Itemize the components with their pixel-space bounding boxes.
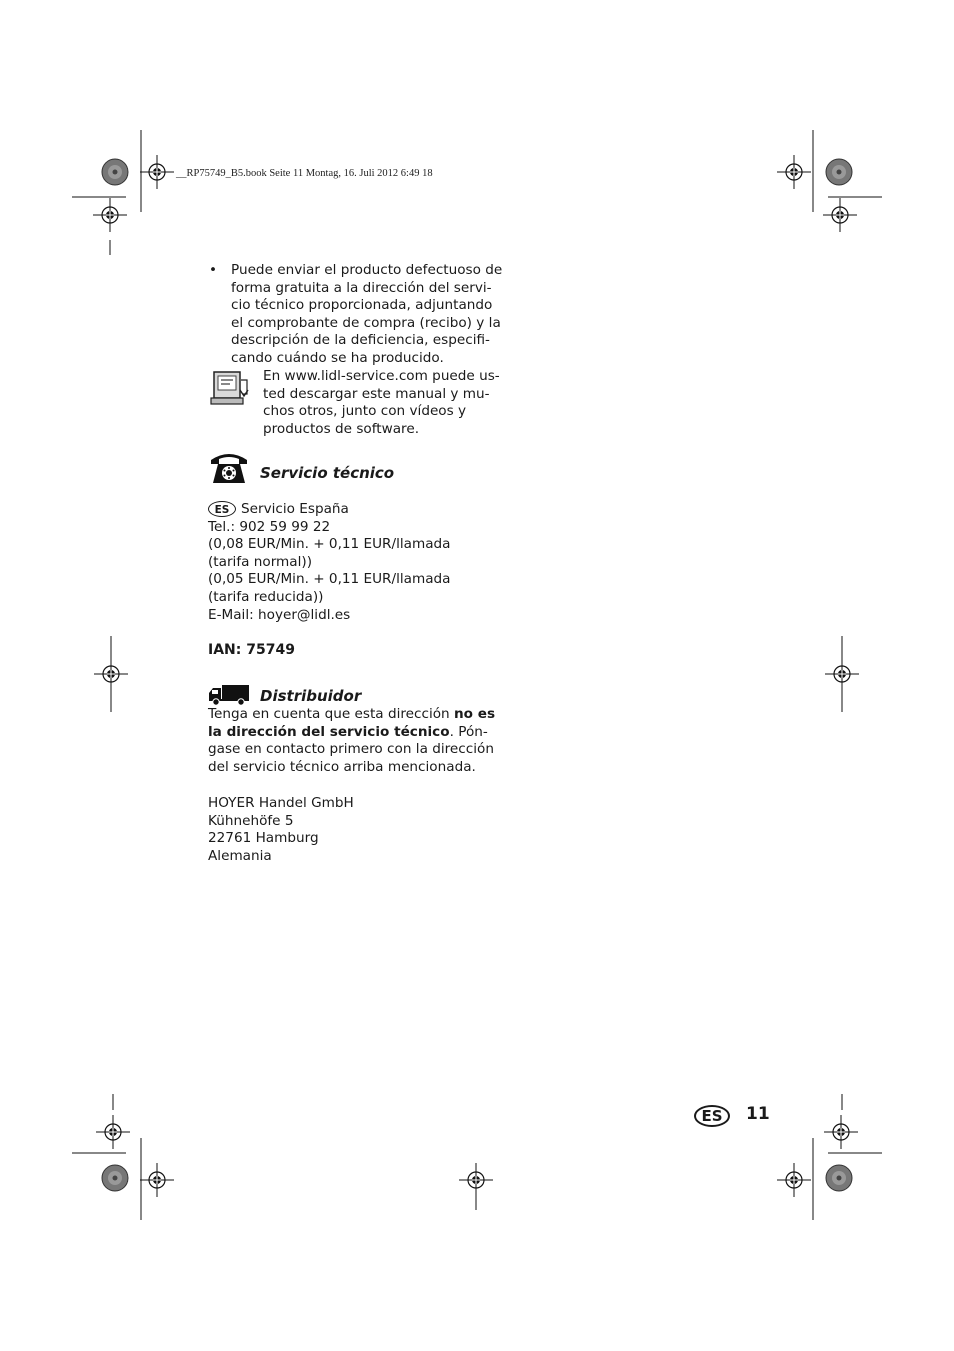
text-line [208,706,495,724]
page-number: 11 [746,1104,770,1124]
note-bold: no es [454,706,496,722]
text-line: gase en contacto primero con la dirección [208,741,494,758]
text-line: En www.lidl-service.com puede us- [263,368,500,384]
text-line: productos de software. [263,420,420,437]
text-line: descripción de la deficiencia, especifi- [231,332,490,349]
ian-number: IAN: 75749 [208,642,295,658]
text-line: forma gratuita a la dirección del servi- [231,279,492,296]
language-badge: ES [694,1105,730,1127]
rate-reduced: (0,05 EUR/Min. + 0,11 EUR/llamada [208,571,451,588]
service-email: E-Mail: hoyer@lidl.es [208,606,351,623]
service-tel: Tel.: 902 59 99 22 [208,518,331,535]
service-title: Servicio técnico [260,464,395,482]
text-line: cio técnico proporcionada, adjuntando [231,297,493,314]
address-line: Alemania [208,847,272,864]
note-bold: la dirección del servicio técnico [208,723,450,740]
text-line: el comprobante de compra (recibo) y la [231,314,501,331]
distributor-address [208,795,354,865]
bullet-paragraph [231,262,502,368]
text-line: ted descargar este manual y mu- [263,385,490,402]
text-line: del servicio técnico arriba mencionada. [208,758,476,775]
service-country-line [208,501,451,519]
text-line: Puede enviar el producto defectuoso de [231,262,503,278]
country-badge: ES [208,501,236,517]
address-line: Kühnehöfe 5 [208,812,294,829]
note-text: Tenga en cuenta que esta dirección [208,706,454,722]
web-note [263,368,500,438]
service-contact [208,501,451,624]
service-country: Servicio España [241,501,349,517]
address-line: 22761 Hamburg [208,830,319,847]
computer-download-icon [210,370,250,408]
rate-normal: (0,08 EUR/Min. + 0,11 EUR/llamada [208,536,451,553]
text-line: chos otros, junto con vídeos y [263,403,467,420]
note-text: . Pón- [449,723,488,740]
text-line: cando cuándo se ha producido. [231,349,444,366]
address-line: HOYER Handel GmbH [208,795,354,811]
distributor-note [208,706,495,776]
telephone-icon [209,450,249,486]
rate-normal-label: (tarifa normal)) [208,553,313,570]
distributor-title: Distribuidor [260,687,362,705]
truck-icon [208,684,250,706]
bullet-symbol: • [209,262,218,278]
rate-reduced-label: (tarifa reducida)) [208,588,324,605]
text-line [208,724,495,742]
print-header: __RP75749_B5.book Seite 11 Montag, 16. Juli 2012 6:49 18 [176,168,433,179]
